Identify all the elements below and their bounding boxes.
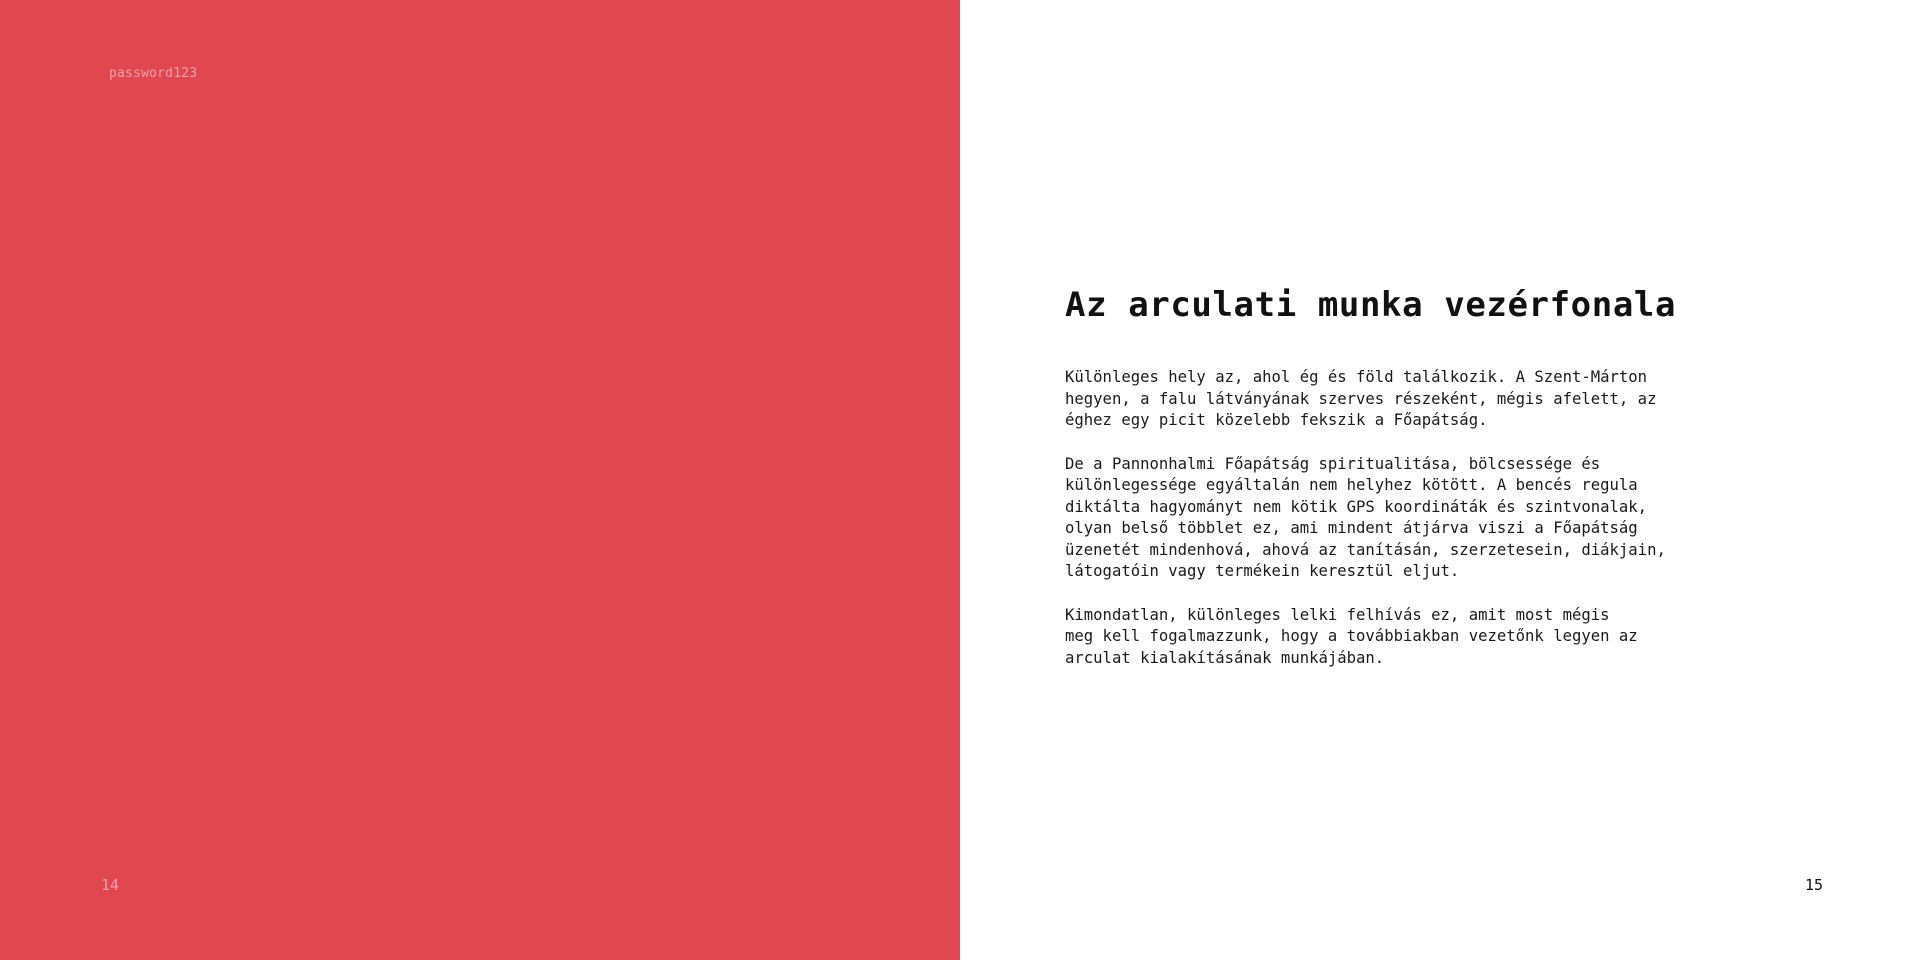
paragraph-line: különlegessége egyáltalán nem helyhez kötött. A bencés regula xyxy=(1065,476,1638,494)
paragraph-line: meg kell fogalmazzunk, hogy a továbbiakban vezetőnk legyen az xyxy=(1065,627,1638,645)
paragraph-line: Különleges hely az, ahol ég és föld találkozik. A Szent-Márton xyxy=(1065,368,1648,386)
paragraph-line: olyan belső többlet ez, ami mindent átjárva viszi a Főapátság xyxy=(1065,519,1638,537)
top-label: password123 xyxy=(109,66,198,81)
paragraph-line: éghez egy picit közelebb fekszik a Főapátság. xyxy=(1065,411,1488,429)
right-page xyxy=(960,0,1920,960)
page-number-right: 15 xyxy=(1804,876,1823,894)
text-block xyxy=(1065,283,1745,691)
page-heading: Az arculati munka vezérfonala xyxy=(1065,285,1677,325)
paragraph-line: látogatóin vagy termékein keresztül eljut. xyxy=(1065,562,1460,580)
paragraph-3 xyxy=(1065,605,1745,670)
paragraph-2 xyxy=(1065,454,1745,583)
paragraph-line: üzenetét mindenhová, ahová az tanításán, szerzetesein, diákjain, xyxy=(1065,540,1666,559)
paragraph-line: arculat kialakításának munkájában. xyxy=(1065,648,1385,667)
paragraph-1 xyxy=(1065,367,1745,432)
page-number-left: 14 xyxy=(101,876,120,894)
paragraph-line: Kimondatlan, különleges lelki felhívás ez, amit most mégis xyxy=(1065,605,1610,624)
paragraph-line: De a Pannonhalmi Főapátság spiritualitása, bölcsessége és xyxy=(1065,454,1601,473)
paragraph-line: diktálta hagyományt nem kötik GPS koordináták és szintvonalak, xyxy=(1065,497,1648,516)
paragraph-line: hegyen, a falu látványának szerves részeként, mégis afelett, az xyxy=(1065,389,1657,408)
